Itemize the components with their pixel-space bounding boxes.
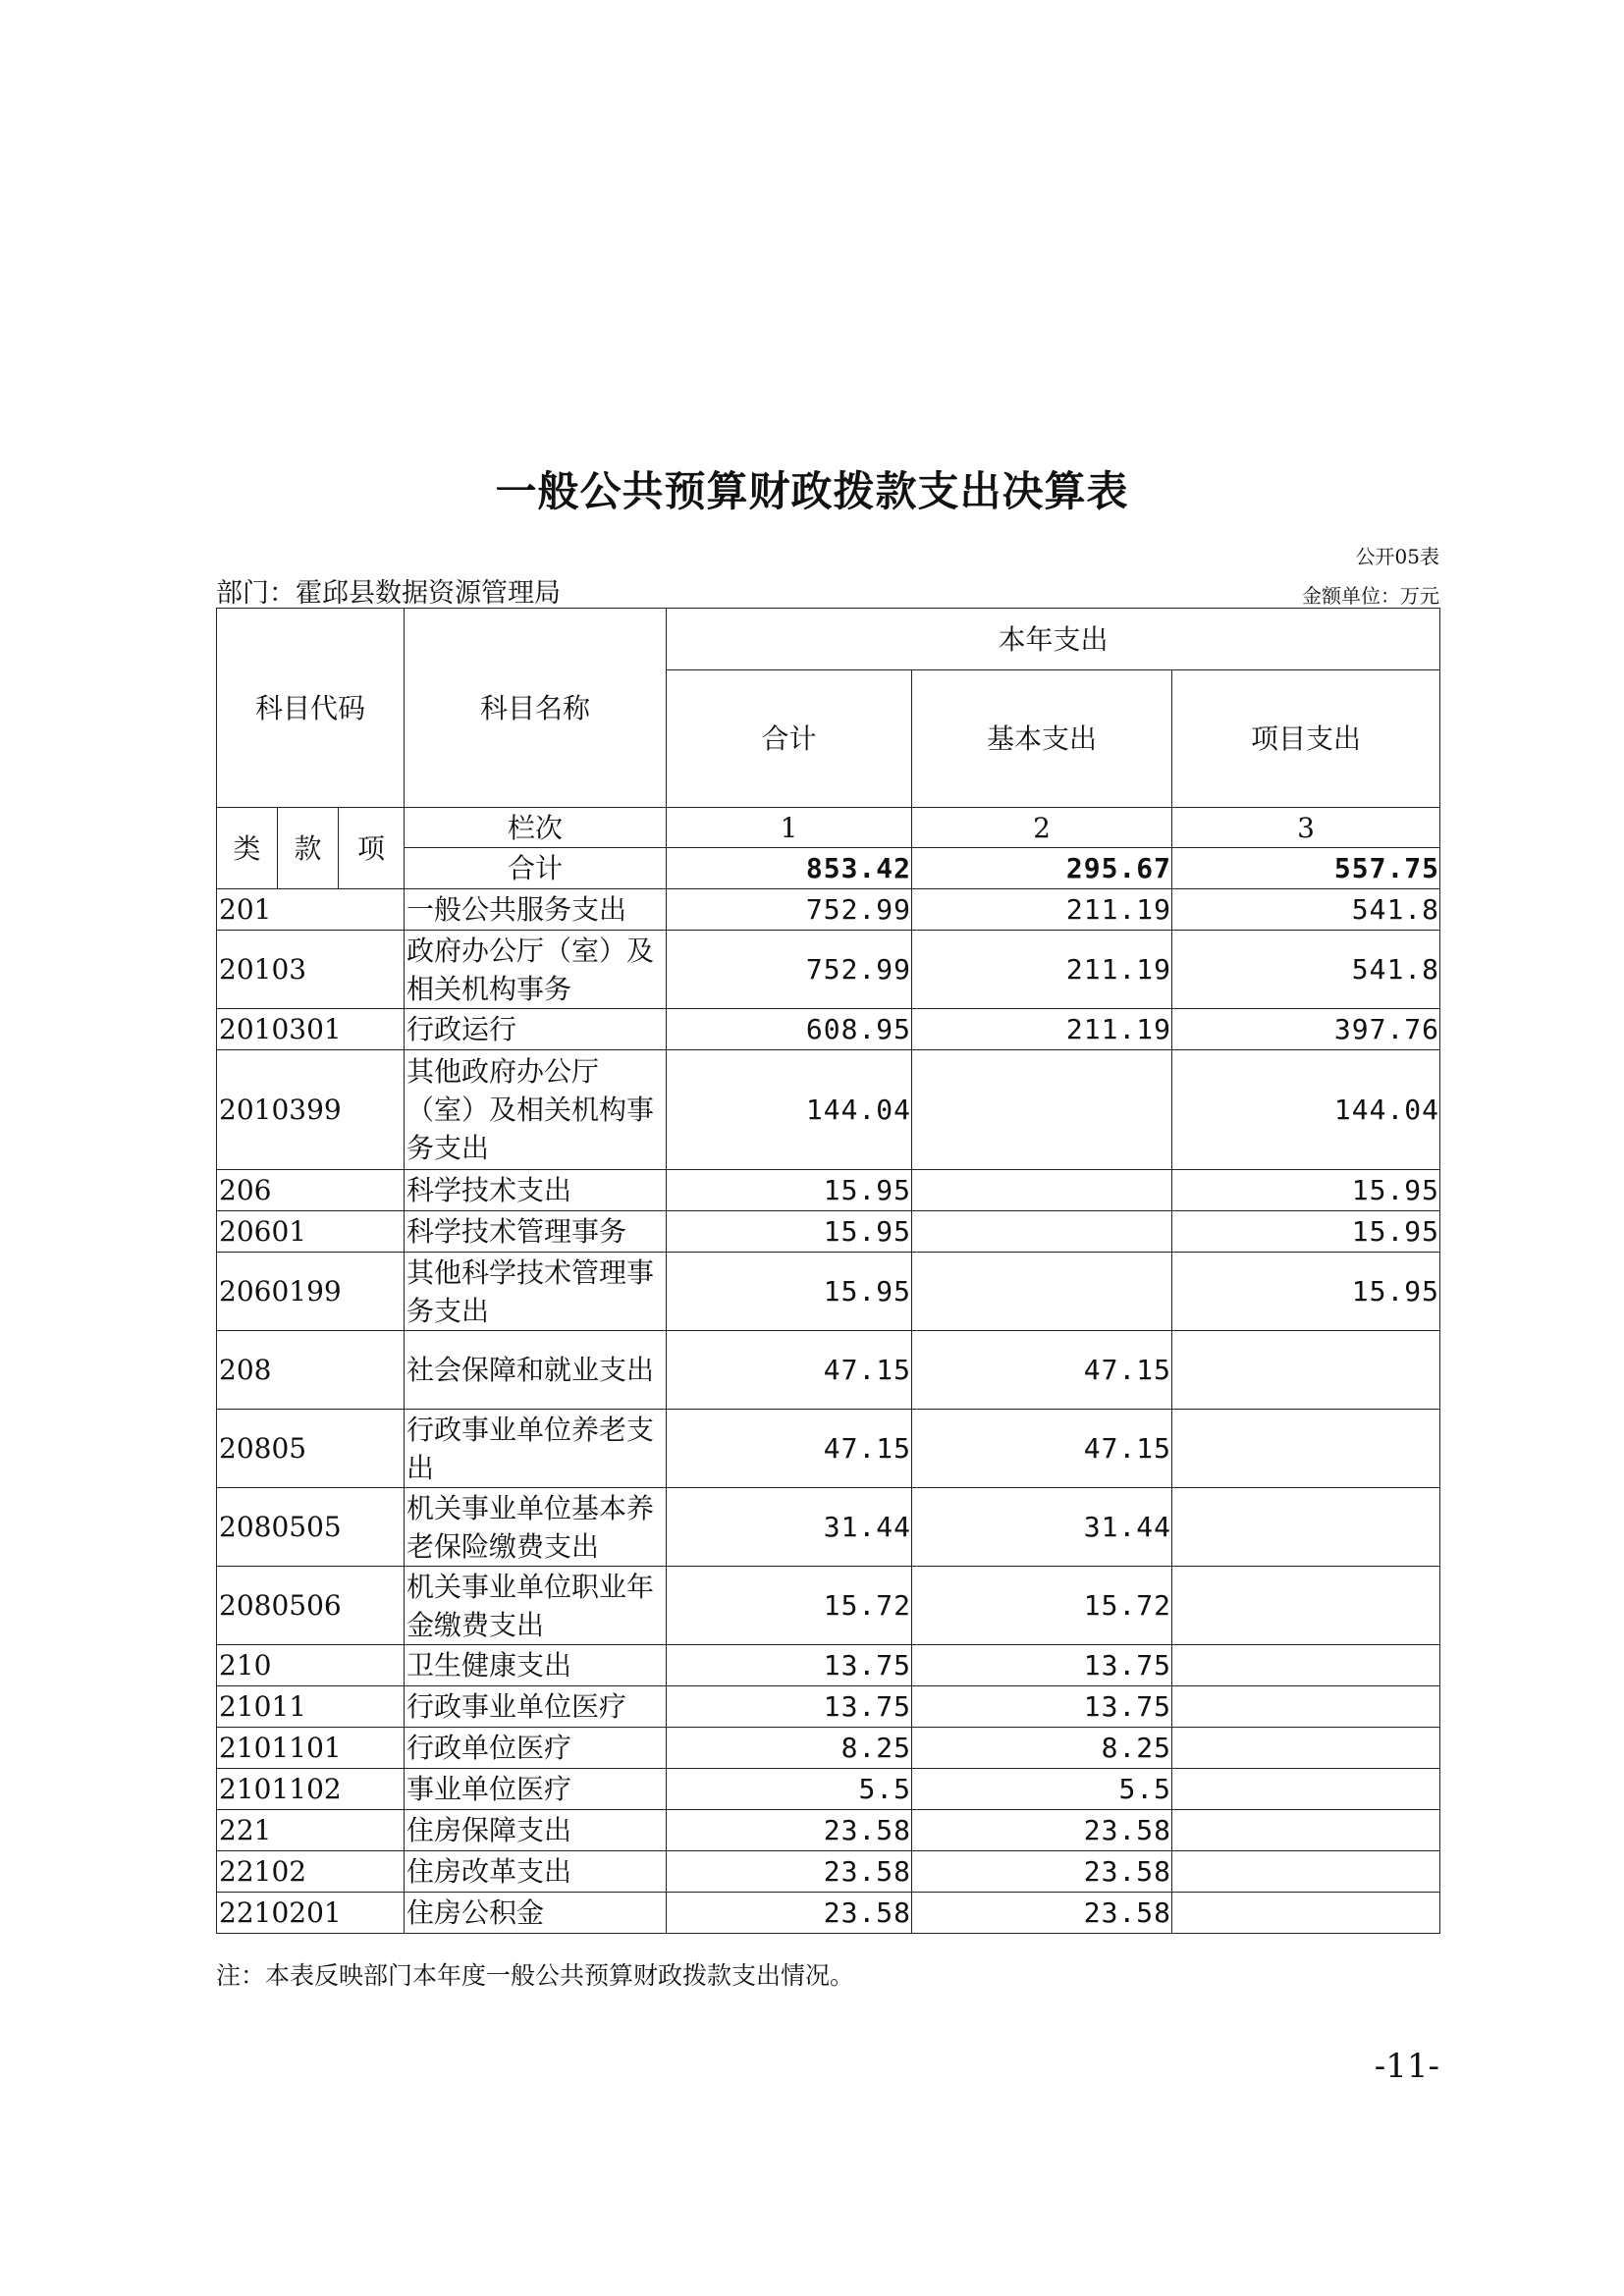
row-total: 144.04 (667, 1050, 912, 1170)
row-basic: 211.19 (912, 1009, 1172, 1050)
row-code: 2101101 (217, 1728, 405, 1769)
row-total: 47.15 (667, 1331, 912, 1410)
row-name: 行政事业单位医疗 (405, 1686, 667, 1728)
expenditure-table (216, 608, 1440, 1934)
row-total: 608.95 (667, 1009, 912, 1050)
page-title: 一般公共预算财政拨款支出决算表 (495, 467, 1129, 515)
row-basic: 23.58 (912, 1810, 1172, 1851)
table-row (217, 1769, 1440, 1810)
row-total: 13.75 (667, 1686, 912, 1728)
header-col1: 1 (667, 808, 912, 848)
table-row (217, 1410, 1440, 1488)
header-current-year: 本年支出 (667, 609, 1440, 670)
row-basic: 211.19 (912, 889, 1172, 931)
row-project (1172, 1331, 1440, 1410)
row-name: 机关事业单位职业年金缴费支出 (405, 1567, 667, 1645)
row-code: 206 (217, 1170, 405, 1211)
row-project: 541.8 (1172, 931, 1440, 1009)
row-name: 机关事业单位基本养老保险缴费支出 (405, 1488, 667, 1567)
row-code: 2080506 (217, 1567, 405, 1645)
row-project: 15.95 (1172, 1211, 1440, 1253)
row-total: 47.15 (667, 1410, 912, 1488)
row-name: 行政单位医疗 (405, 1728, 667, 1769)
row-project: 541.8 (1172, 889, 1440, 931)
row-basic: 47.15 (912, 1410, 1172, 1488)
header-name: 科目名称 (405, 609, 667, 808)
row-code: 208 (217, 1331, 405, 1410)
row-project: 15.95 (1172, 1253, 1440, 1331)
header-kuan: 款 (278, 808, 339, 889)
row-name: 行政事业单位养老支出 (405, 1410, 667, 1488)
row-name: 科学技术管理事务 (405, 1211, 667, 1253)
table-row (217, 1893, 1440, 1934)
row-total: 5.5 (667, 1769, 912, 1810)
row-total: 752.99 (667, 889, 912, 931)
row-code: 2060199 (217, 1253, 405, 1331)
row-name: 住房保障支出 (405, 1810, 667, 1851)
row-total: 23.58 (667, 1810, 912, 1851)
summary-total: 853.42 (667, 848, 912, 889)
row-project (1172, 1810, 1440, 1851)
row-project (1172, 1728, 1440, 1769)
table-row (217, 889, 1440, 931)
row-total: 15.95 (667, 1211, 912, 1253)
row-code: 20103 (217, 931, 405, 1009)
page-number: -11- (1374, 2047, 1439, 2086)
row-name: 卫生健康支出 (405, 1645, 667, 1686)
row-name: 事业单位医疗 (405, 1769, 667, 1810)
row-project: 397.76 (1172, 1009, 1440, 1050)
header-basic: 基本支出 (912, 670, 1172, 808)
row-project: 144.04 (1172, 1050, 1440, 1170)
header-total: 合计 (667, 670, 912, 808)
row-basic: 5.5 (912, 1769, 1172, 1810)
row-code: 2101102 (217, 1769, 405, 1810)
header-code: 科目代码 (217, 609, 405, 808)
table-row (217, 1645, 1440, 1686)
row-project (1172, 1645, 1440, 1686)
row-total: 31.44 (667, 1488, 912, 1567)
row-project (1172, 1488, 1440, 1567)
row-name: 科学技术支出 (405, 1170, 667, 1211)
row-name: 政府办公厅（室）及相关机构事务 (405, 931, 667, 1009)
row-name: 住房改革支出 (405, 1851, 667, 1893)
row-code: 21011 (217, 1686, 405, 1728)
summary-label: 合计 (405, 848, 667, 889)
row-total: 8.25 (667, 1728, 912, 1769)
row-basic (912, 1211, 1172, 1253)
row-name: 其他政府办公厅（室）及相关机构事务支出 (405, 1050, 667, 1170)
row-basic: 47.15 (912, 1331, 1172, 1410)
row-total: 752.99 (667, 931, 912, 1009)
table-row (217, 1686, 1440, 1728)
row-name: 一般公共服务支出 (405, 889, 667, 931)
row-project (1172, 1686, 1440, 1728)
row-basic (912, 1050, 1172, 1170)
table-row (217, 931, 1440, 1009)
amount-unit: 金额单位：万元 (1302, 584, 1439, 608)
row-total: 13.75 (667, 1645, 912, 1686)
header-xiang: 项 (339, 808, 405, 889)
header-col2: 2 (912, 808, 1172, 848)
row-name: 社会保障和就业支出 (405, 1331, 667, 1410)
row-project (1172, 1851, 1440, 1893)
row-name: 行政运行 (405, 1009, 667, 1050)
row-code: 210 (217, 1645, 405, 1686)
row-project (1172, 1769, 1440, 1810)
table-row (217, 1170, 1440, 1211)
form-number: 公开05表 (1355, 545, 1439, 568)
header-lei: 类 (217, 808, 278, 889)
department-label: 部门：霍邱县数据资源管理局 (216, 578, 561, 609)
table-row (217, 1810, 1440, 1851)
row-total: 15.95 (667, 1253, 912, 1331)
row-basic: 13.75 (912, 1645, 1172, 1686)
row-code: 2080505 (217, 1488, 405, 1567)
table-note: 注：本表反映部门本年度一般公共预算财政拨款支出情况。 (216, 1961, 855, 1990)
summary-basic: 295.67 (912, 848, 1172, 889)
row-code: 2010301 (217, 1009, 405, 1050)
row-basic: 15.72 (912, 1567, 1172, 1645)
row-basic (912, 1170, 1172, 1211)
table-row (217, 1567, 1440, 1645)
table-row (217, 1211, 1440, 1253)
header-column-no: 栏次 (405, 808, 667, 848)
table-row (217, 1009, 1440, 1050)
table-row (217, 1851, 1440, 1893)
row-total: 15.72 (667, 1567, 912, 1645)
row-basic: 8.25 (912, 1728, 1172, 1769)
header-project: 项目支出 (1172, 670, 1440, 808)
row-project (1172, 1567, 1440, 1645)
row-code: 201 (217, 889, 405, 931)
table-row (217, 1050, 1440, 1170)
header-col3: 3 (1172, 808, 1440, 848)
row-code: 22102 (217, 1851, 405, 1893)
row-code: 20805 (217, 1410, 405, 1488)
row-basic: 31.44 (912, 1488, 1172, 1567)
table-row (217, 1253, 1440, 1331)
row-code: 2210201 (217, 1893, 405, 1934)
summary-project: 557.75 (1172, 848, 1440, 889)
row-total: 23.58 (667, 1893, 912, 1934)
row-basic: 211.19 (912, 931, 1172, 1009)
row-total: 23.58 (667, 1851, 912, 1893)
row-basic: 23.58 (912, 1893, 1172, 1934)
row-basic: 13.75 (912, 1686, 1172, 1728)
row-name: 其他科学技术管理事务支出 (405, 1253, 667, 1331)
row-code: 2010399 (217, 1050, 405, 1170)
row-code: 20601 (217, 1211, 405, 1253)
row-code: 221 (217, 1810, 405, 1851)
table-row (217, 1331, 1440, 1410)
row-name: 住房公积金 (405, 1893, 667, 1934)
row-total: 15.95 (667, 1170, 912, 1211)
table-row (217, 1728, 1440, 1769)
row-basic: 23.58 (912, 1851, 1172, 1893)
row-project (1172, 1410, 1440, 1488)
row-project: 15.95 (1172, 1170, 1440, 1211)
row-project (1172, 1893, 1440, 1934)
table-row (217, 1488, 1440, 1567)
row-basic (912, 1253, 1172, 1331)
